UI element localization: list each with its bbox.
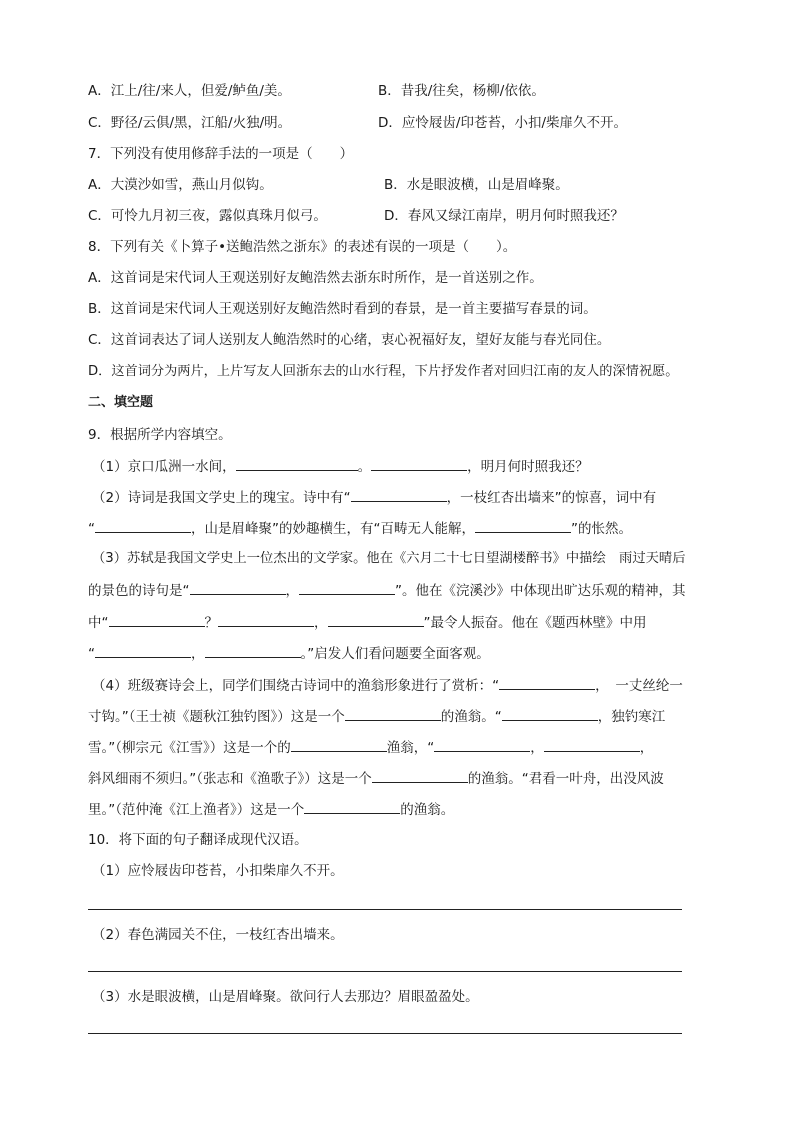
q6-option-d: D．应怜屐齿/印苍苔，小扣/柴扉久不开。	[378, 115, 627, 131]
q9-part4-text-b: ， 一丈丝纶一	[595, 678, 683, 694]
q9-part4-text-l: 里。”（范仲淹《江上渔者》）这是一个	[88, 802, 305, 818]
q9-part4-line1	[92, 675, 683, 696]
q9-part3-line3	[88, 612, 647, 633]
answer-blank[interactable]	[371, 456, 467, 471]
q9-part4-line4	[88, 768, 664, 789]
q10-sentence-3: （3）水是眼波横，山是眉峰聚。欲问行人去那边？眉眼盈盈处。	[92, 989, 479, 1005]
q10-sentence-1: （1）应怜屐齿印苍苔，小扣柴扉久不开。	[92, 863, 344, 879]
q9-part2-text-e: ”的怅然。	[571, 521, 632, 537]
q6-option-a: A．江上/往/来人，但爱/鲈鱼/美。	[88, 83, 291, 99]
q9-part4-text-j: 斜风细雨不须归。”（张志和《渔歌子》）这是一个	[88, 771, 372, 787]
answer-blank[interactable]	[236, 456, 358, 471]
answer-blank[interactable]	[299, 580, 395, 595]
q10-stem: 10．将下面的句子翻译成现代汉语。	[88, 832, 308, 848]
answer-blank[interactable]	[351, 487, 447, 502]
q9-part4-text-a: （4）班级赛诗会上，同学们围绕古诗词中的渔翁形象进行了赏析：“	[92, 678, 500, 694]
answer-blank[interactable]	[95, 518, 191, 533]
q9-part2-text-d: ，山是眉峰聚”的妙趣横生，有“百畴无人能解，	[191, 521, 475, 537]
answer-blank[interactable]	[291, 737, 387, 752]
q9-part3-text-i: “	[88, 646, 95, 662]
q9-part1-text-a: （1）京口瓜洲一水间，	[92, 459, 236, 475]
q9-part3-line1: （3）苏轼是我国文学史上一位杰出的文学家。他在《六月二十七日望湖楼醉书》中描绘 雨过天晴后	[92, 551, 686, 566]
answer-blank[interactable]	[190, 580, 286, 595]
q9-part2-text-c: “	[88, 521, 95, 537]
answer-blank[interactable]	[499, 675, 595, 690]
q9-part3-text-g: ，	[314, 615, 328, 631]
q9-part4-text-e: ，独钓寒江	[597, 709, 666, 725]
q9-part1-text-c: ，明月何时照我还？	[467, 459, 589, 475]
q7-stem: 7．下列没有使用修辞手法的一项是（ ）	[88, 146, 354, 162]
q7-option-c: C．可怜九月初三夜，露似真珠月似弓。	[88, 208, 327, 224]
answer-blank[interactable]	[328, 612, 424, 627]
q9-part4-text-k: 的渔翁。“君看一叶舟，出没风波	[467, 771, 664, 787]
answer-blank[interactable]	[304, 799, 400, 814]
q9-stem: 9．根据所学内容填空。	[88, 427, 232, 443]
answer-blank[interactable]	[372, 768, 468, 783]
q8-option-c: C．这首词表达了词人送别友人鲍浩然时的心绪，衷心祝福好友，望好友能与春光同住。	[88, 332, 611, 348]
q9-part4-text-d: 的渔翁。“	[440, 709, 502, 725]
q8-option-d: D．这首词分为两片，上片写友人回浙东去的山水行程，下片抒发作者对回归江南的友人的深情祝愿。	[88, 364, 679, 379]
q9-part3-text-h: ”最令人振奋。他在《题西林壁》中用	[423, 615, 647, 631]
q9-part3-line2	[88, 580, 686, 601]
q10-sentence-2: （2）春色满园关不住，一枝红杏出墙来。	[92, 927, 344, 943]
q8-stem: 8．下列有关《卜算子•送鲍浩然之浙东》的表述有误的一项是（ ）。	[88, 239, 517, 255]
q9-part2-line1	[92, 487, 656, 508]
q9-part4-text-i: ，	[639, 740, 654, 756]
q9-part3-text-j: ，	[191, 646, 205, 662]
answer-blank[interactable]	[434, 737, 530, 752]
answer-line-1[interactable]	[88, 909, 682, 910]
q9-part3-text-e: 中“	[88, 615, 109, 631]
answer-blank[interactable]	[95, 643, 191, 658]
section-title: 二、填空题	[88, 395, 154, 410]
q9-part4-text-m: 的渔翁。	[400, 802, 455, 818]
q9-part1	[92, 456, 589, 477]
q9-part3-text-d: ”。他在《浣溪沙》中体现出旷达乐观的精神，其	[395, 583, 686, 599]
q9-part4-text-c: 寸钩。”（王士祯《题秋江独钓图》）这是一个	[88, 709, 345, 725]
answer-line-3[interactable]	[88, 1033, 682, 1034]
answer-blank[interactable]	[218, 612, 314, 627]
q9-part3-text-f: ？	[204, 615, 218, 631]
q9-part4-text-f: 雪。”（柳宗元《江雪》）这是一个的	[88, 740, 291, 756]
q9-part3-text-b: 的景色的诗句是“	[88, 583, 190, 599]
answer-blank[interactable]	[345, 706, 441, 721]
q8-option-a: A．这首词是宋代词人王观送别好友鲍浩然去浙东时所作，是一首送别之作。	[88, 270, 543, 286]
q9-part4-text-h: ，	[530, 740, 544, 756]
q7-option-a: A．大漠沙如雪，燕山月似钩。	[88, 177, 273, 193]
q7-option-d: D．春风又绿江南岸，明月何时照我还？	[384, 208, 624, 224]
q9-part4-line2	[88, 706, 665, 727]
q9-part3-text-c: ，	[285, 583, 299, 599]
q9-part4-line3	[88, 737, 653, 758]
q9-part2-text-b: ，一枝红杏出墙来”的惊喜，词中有	[446, 490, 657, 506]
q9-part4-text-g: 渔翁，“	[386, 740, 435, 756]
q9-part1-text-b: 。	[357, 459, 372, 475]
answer-blank[interactable]	[205, 643, 301, 658]
q7-option-b: B．水是眼波横，山是眉峰聚。	[384, 177, 569, 193]
q8-option-b: B．这首词是宋代词人王观送别好友鲍浩然时看到的春景，是一首主要描写春景的词。	[88, 301, 597, 317]
answer-line-2[interactable]	[88, 971, 682, 972]
q9-part3-line4	[88, 643, 490, 664]
q9-part4-line5	[88, 799, 454, 820]
q6-option-c: C．野径/云俱/黑，江船/火独/明。	[88, 115, 292, 131]
answer-blank[interactable]	[475, 518, 571, 533]
q6-option-b: B．昔我/往矣，杨柳/依依。	[378, 83, 545, 99]
answer-blank[interactable]	[109, 612, 205, 627]
answer-blank[interactable]	[502, 706, 598, 721]
q9-part2-line2	[88, 518, 632, 539]
q9-part2-text-a: （2）诗词是我国文学史上的瑰宝。诗中有“	[92, 490, 351, 506]
answer-blank[interactable]	[544, 737, 640, 752]
q9-part3-text-k: 。”启发人们看问题要全面客观。	[300, 646, 490, 662]
